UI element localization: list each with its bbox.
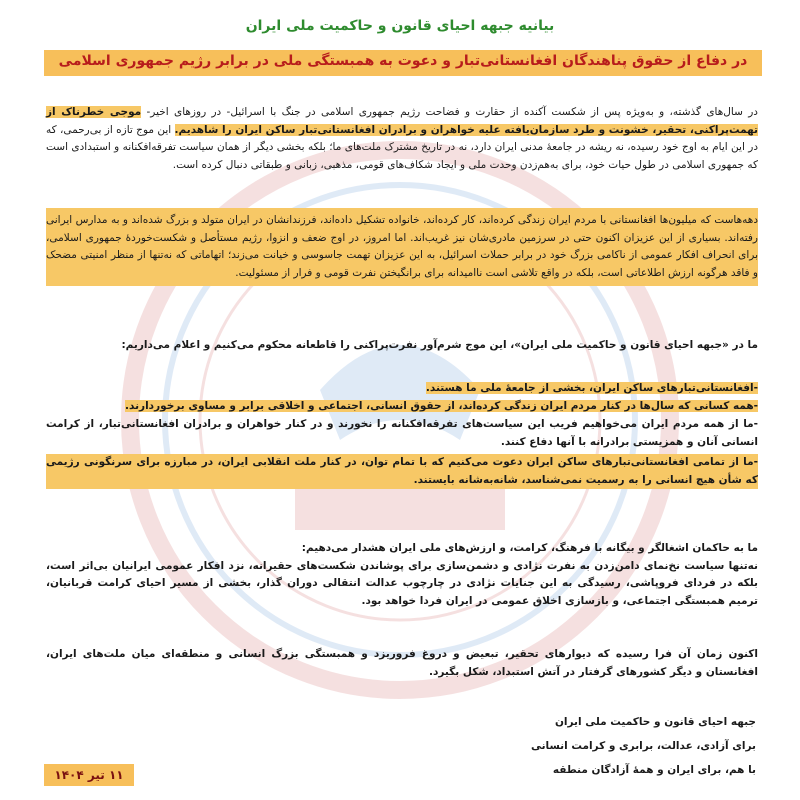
paragraph-intro [46, 104, 758, 174]
paragraph-warning-body: نه‌تنها سیاست نخ‌نمای دامن‌زدن به نفرت نژادی و دشمن‌سازی برای پوشاندن شکست‌های حقیرانه، نزد افکار عمومی ایرانیان بی‌اثر است، بلکه در فردای فروپاشی، رسیدگی به این جنایات نژادی در چارچوب عدالت انتقالی دوران گذار، بخشی از مسیر احیای کرامت قربانیان، ترمیم همبستگی اجتماعی، و بازسازی اخلاق عمومی در ایران فردا خواهد بود. [46, 559, 758, 607]
statement-date: ۱۱ تیر ۱۴۰۴ [44, 764, 134, 786]
declaration-point-2: -همه کسانی که سال‌ها در کنار مردم ایران زندگی کرده‌اند، از حقوق انسانی، اجتماعی و اخلاقی برابر و مساوی برخوردارند. [125, 400, 758, 412]
declaration-points [46, 380, 758, 489]
declaration-point-3: -ما از همه مردم ایران می‌خواهیم فریب این سیاست‌های تفرقه‌افکنانه را نخورند و در کنار خواهران و برادران افغانستانی‌تبار، از کرامت انسانی آنان و همزیستی برادرانه با آنها دفاع کنند. [46, 418, 758, 448]
paragraph-intro-lead: در سال‌های گذشته، و به‌ویژه پس از شکست آکنده از حقارت و فضاحت رژیم جمهوری اسلامی در جنگ با اسرائیل- در روزهای اخیر- [141, 106, 758, 118]
statement-title: بیانیه جبهه احیای قانون و حاکمیت ملی ایران [245, 18, 555, 34]
paragraph-warning-lead: ما به حاکمان اشغالگر و بیگانه با فرهنگ، کرامت، و ارزش‌های ملی ایران هشدار می‌دهیم: [301, 542, 758, 554]
signature-motto: برای آزادی، عدالت، برابری و کرامت انسانی [530, 740, 756, 752]
statement-subtitle: در دفاع از حقوق پناهندگان افغانستانی‌تبار و دعوت به همبستگی ملی در برابر رژیم جمهوری اسلامی [58, 53, 748, 69]
paragraph-intro-tail: این موج تازه از بی‌رحمی، که در این ایام به اوج خود رسیده، نه ریشه در جامعهٔ مدنی ایران دارد، نه در تاریخ مشترک ملت‌های ما؛ بلکه بخشی دیگر از همان سیاست تفرقه‌افکنانه و استبدادی است که جمهوری اسلامی در طول حیات خود، برای به‌هم‌زدن وحدت ملی و ایجاد شکاف‌های قومی، مذهبی، زبانی و طبقاتی دنبال کرده است. [46, 123, 758, 171]
signature-closing: با هم، برای ایران و همهٔ آزادگان منطقه [552, 764, 756, 776]
signature-organization: جبهه احیای قانون و حاکمیت ملی ایران [554, 716, 756, 728]
declaration-point-1: -افغانستانی‌تبارهای ساکن ایران، بخشی از جامعهٔ ملی ما هستند. [425, 382, 758, 394]
declaration-point-4: -ما از تمامی افغانستانی‌تبارهای ساکن ایران دعوت می‌کنیم که با تمام توان، در کنار ملت انقلابی ایران، در مبارزه برای سرنگونی رژیمی که شأن هیچ انسانی را به رسمیت نمی‌شناسد، شانه‌به‌شانه بایستند. [46, 454, 758, 489]
paragraph-intro-emphasis: موجی خطرناک از تهمت‌پراکنی، تحقیر، خشونت و طرد سازمان‌یافته علیه خواهران و برادران افغانستانی‌تبار ساکن ایران را شاهدیم. [46, 106, 758, 136]
paragraph-declaration: ما در «جبهه احیای قانون و حاکمیت ملی ایران»، این موج شرم‌آور نفرت‌پراکنی را قاطعانه محکوم می‌کنیم و اعلام می‌داریم: [121, 339, 758, 351]
paragraph-solidarity: اکنون زمان آن فرا رسیده که دیوارهای تحقیر، تبعیض و دروغ فروریزد و همبستگی بزرگ انسانی و منطقه‌ای میان ملت‌های ایران، افغانستان و دیگر کشورهای گرفتار در آتش استبداد، شکل بگیرد. [46, 648, 758, 678]
paragraph-history: دهه‌هاست که میلیون‌ها افغانستانی با مردم ایران زندگی کرده‌اند، کار کرده‌اند، خانواده تشکیل داده‌اند، فرزندانشان در ایران متولد و بزرگ شده‌اند و به مدارس ایرانی رفته‌اند. بسیاری از این عزیزان اکنون حتی در سرزمین مادری‌شان نیز غریب‌اند. اما امروز، در اوج ضعف و انزوا، رژیم مستأصل و شکست‌خوردهٔ جمهوری اسلامی، برای انحراف افکار عمومی از ناکامی بزرگ خود در برابر حملات اسرائیل، به این عزیزان تهمت جاسوسی و خیانت می‌زند؛ اتهاماتی که نه‌تنها از منظر امنیتی مضحک و فاقد هرگونه ارزش اطلاعاتی است، بلکه در واقع تلاشی است ناامیدانه برای برانگیختن نفرت قومی و فرار از مسئولیت. [46, 208, 758, 286]
paragraph-warning [46, 540, 758, 610]
